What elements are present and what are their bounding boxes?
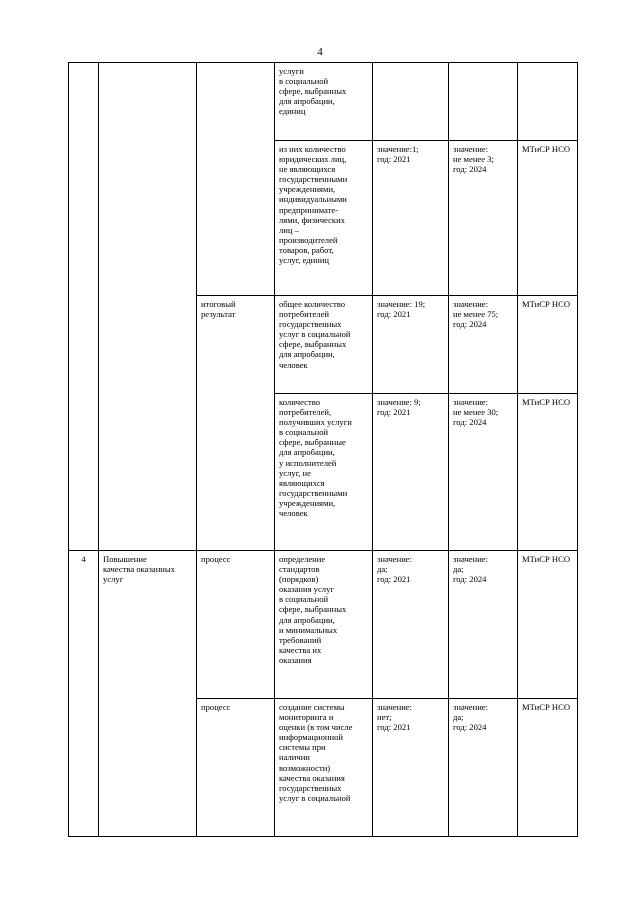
type-cell: процесс [197,699,275,837]
type-cell [197,63,275,296]
indicator-cell: количество потребителей, получивших услуги в социальной сфере, выбранные для апробации, у исполнителей услуг, не являющихся государственными учреждениями, человек [275,394,373,551]
type-cell: процесс [197,551,275,699]
table-row [69,551,578,699]
responsible-cell: МТиСР НСО [518,141,578,296]
type-cell: итоговый результат [197,296,275,551]
responsible-cell: МТиСР НСО [518,551,578,699]
indicator-cell: из них количество юридических лиц, не являющихся государственными учреждениями, индивидуальными предпринимате- лями, физических лиц – производителей товаров, работ, услуг, единиц [275,141,373,296]
responsible-cell: МТиСР НСО [518,296,578,394]
base-value-cell [373,63,449,141]
responsible-cell [518,63,578,141]
target-value-cell: значение: да; год: 2024 [449,551,518,699]
target-value-cell [449,63,518,141]
indicator-cell: создание системы мониторинга и оценки (в том числе информационной системы при наличии возможности) качества оказания государственных услуг в социальной [275,699,373,837]
page-number: 4 [317,46,323,58]
responsible-cell: МТиСР НСО [518,394,578,551]
indicator-cell: услуги в социальной сфере, выбранных для апробации, единиц [275,63,373,141]
indicator-cell: общее количество потребителей государственных услуг в социальной сфере, выбранных для апробации, человек [275,296,373,394]
indicators-table [68,62,578,837]
target-value-cell: значение: не менее 3; год: 2024 [449,141,518,296]
task-cell [99,63,197,551]
table-row [69,63,578,141]
task-cell: Повышение качества оказанных услуг [99,551,197,837]
row-number-cell: 4 [69,551,99,837]
target-value-cell: значение: не менее 30; год: 2024 [449,394,518,551]
base-value-cell: значение:1; год: 2021 [373,141,449,296]
target-value-cell: значение: да; год: 2024 [449,699,518,837]
base-value-cell: значение: нет; год: 2021 [373,699,449,837]
target-value-cell: значение: не менее 75; год: 2024 [449,296,518,394]
row-number-cell [69,63,99,551]
base-value-cell: значение: 9; год: 2021 [373,394,449,551]
base-value-cell: значение: да; год: 2021 [373,551,449,699]
responsible-cell: МТиСР НСО [518,699,578,837]
indicator-cell: определение стандартов (порядков) оказания услуг в социальной сфере, выбранных для апробации, и минимальных требований качества их оказания [275,551,373,699]
base-value-cell: значение: 19; год: 2021 [373,296,449,394]
